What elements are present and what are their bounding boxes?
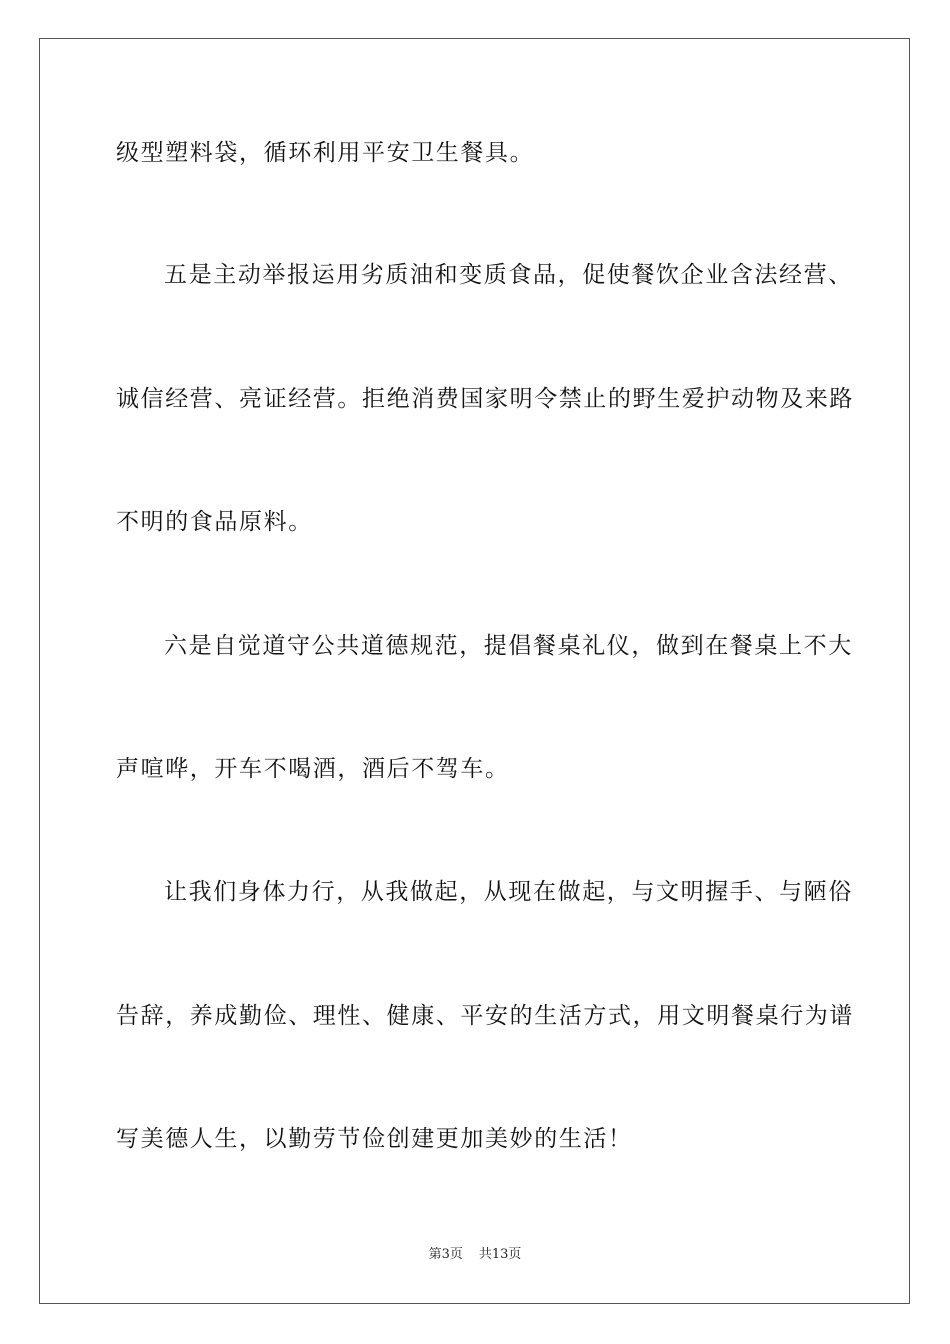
text-line: 让我们身体力行，从我做起，从现在做起，与文明握手、与陋俗: [164, 879, 853, 905]
text-line: 六是自觉道守公共道德规范，提倡餐桌礼仪，做到在餐桌上不大: [164, 633, 853, 659]
text-line: 级型塑料袋，循环利用平安卫生餐具。: [116, 140, 535, 166]
page-total: 共13页: [478, 1247, 522, 1262]
text-line: 不明的食品原料。: [116, 509, 313, 535]
page-number: 第3页: [428, 1247, 463, 1262]
page-footer: [0, 1246, 950, 1264]
page-border: [39, 38, 910, 1304]
text-line: 写美德人生，以勤劳节俭创建更加美妙的生活！: [116, 1126, 633, 1152]
text-line: 诚信经营、亮证经营。拒绝消费国家明令禁止的野生爱护动物及来路: [116, 386, 854, 412]
text-line: 五是主动举报运用劣质油和变质食品，促使餐饮企业含法经营、: [164, 262, 853, 288]
text-line: 告辞，养成勤俭、理性、健康、平安的生活方式，用文明餐桌行为谱: [116, 1003, 854, 1029]
text-line: 声喧哗，开车不喝酒，酒后不驾车。: [116, 756, 510, 782]
